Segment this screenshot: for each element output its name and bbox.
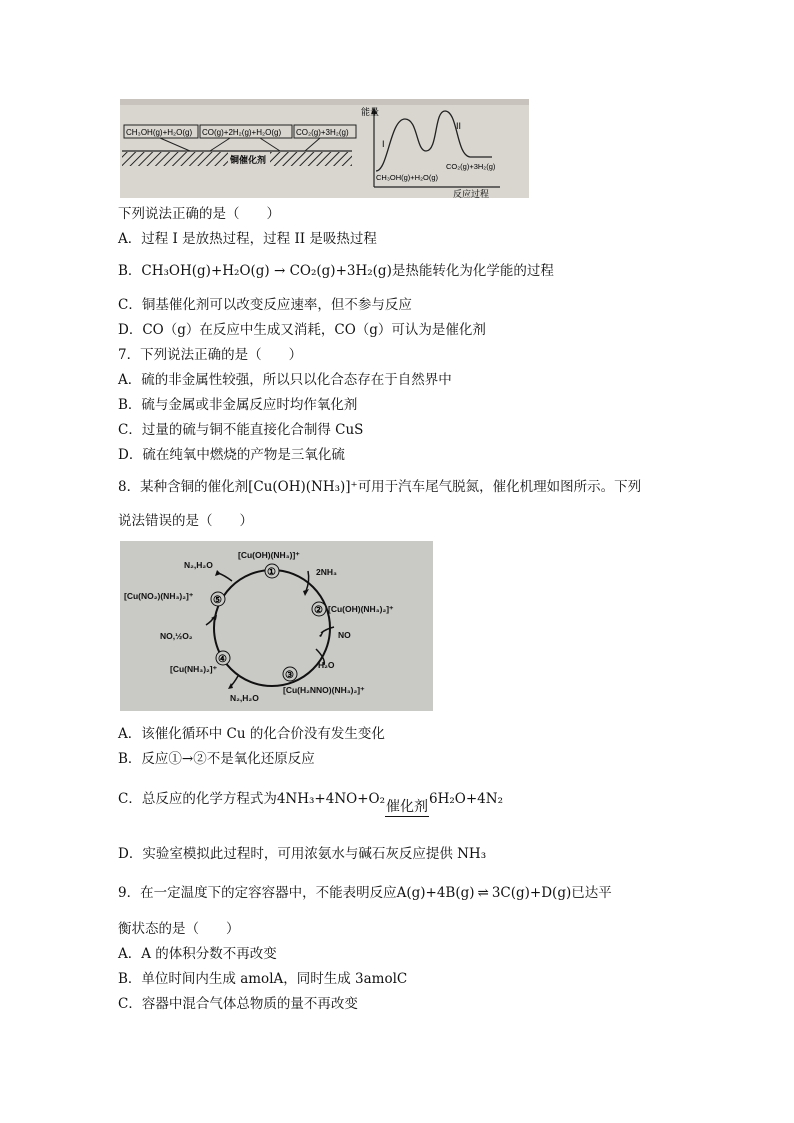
input-no-o2: NO,½O₂	[160, 631, 193, 641]
input-nh3: 2NH₃	[316, 567, 337, 577]
q7-option-b: B．硫与金属或非金属反应时均作氧化剂	[118, 397, 358, 413]
q8-stem-part2: 可用于汽车尾气脱氮，催化机理如图所示。下列	[357, 479, 642, 495]
q6-option-b-suffix: 是热能转化为化学能的过程	[391, 263, 554, 279]
q8-option-c-right: 6H₂O+4N₂	[429, 791, 503, 807]
output-h2o: H₂O	[318, 660, 335, 670]
output-n2-h2o-bottom: N₂,H₂O	[230, 693, 259, 703]
q8-option-c	[118, 790, 503, 817]
q9-stem-part1: 9．在一定温度下的定容容器中，不能表明反应	[118, 885, 397, 901]
q9-option-c: C．容器中混合气体总物质的量不再改变	[118, 996, 358, 1012]
q8-option-a: A．该催化循环中 Cu 的化合价没有发生变化	[118, 726, 385, 742]
peak1-label: I	[382, 139, 385, 149]
box1-label: CH₃OH(g)+H₂O(g)	[126, 128, 193, 137]
input-no: NO	[338, 630, 351, 640]
q8-stem-line2: 说法错误的是（ ）	[118, 513, 253, 529]
end-state-label: CO₂(g)+3H₂(g)	[446, 162, 496, 171]
catalytic-cycle-svg	[120, 541, 433, 711]
species-4: [Cu(NH₃)₂]⁺	[170, 664, 218, 674]
q9-stem-line2: 衡状态的是（ ）	[118, 921, 240, 937]
catalyst-label: 铜催化剂	[230, 155, 267, 165]
q6-option-b-equation: CH₃OH(g)+H₂O(g) → CO₂(g)+3H₂(g)	[141, 263, 392, 279]
species-1: [Cu(OH)(NH₃)]⁺	[238, 550, 300, 560]
q6-option-b	[118, 262, 554, 280]
output-n2-h2o-top: N₂,H₂O	[184, 560, 213, 570]
y-axis-label: 能量	[361, 107, 380, 117]
q9-stem	[118, 884, 612, 902]
peak2-label: II	[456, 121, 462, 131]
energy-diagram-svg	[120, 99, 529, 198]
q6-stem: 下列说法正确的是（ ）	[118, 206, 280, 222]
q9-stem-part2: 已达平	[571, 885, 612, 901]
q9-option-b: B．单位时间内生成 amolA，同时生成 3amolC	[118, 971, 408, 987]
catalytic-cycle-figure	[120, 541, 433, 711]
q8-option-b: B．反应①→②不是氧化还原反应	[118, 751, 315, 767]
q9-equation-right: 3C(g)+D(g)	[491, 885, 572, 901]
q7-option-a: A．硫的非金属性较强，所以只以化合态存在于自然界中	[118, 372, 452, 388]
node-4: ④	[218, 654, 227, 665]
q9-equilibrium-arrow: ⇌	[477, 885, 489, 901]
species-2: [Cu(OH)(NH₃)₂]⁺	[328, 604, 394, 614]
q9-equation-left: A(g)+4B(g)	[396, 885, 475, 901]
q7-option-c: C．过量的硫与铜不能直接化合制得 CuS	[118, 422, 364, 438]
q8-option-c-prefix: C．总反应的化学方程式为	[118, 791, 277, 807]
q8-option-c-condition-arrow	[385, 798, 429, 817]
start-state-label: CH₃OH(g)+H₂O(g)	[376, 173, 439, 182]
q6-option-d: D．CO（g）在反应中生成又消耗，CO（g）可认为是催化剂	[118, 322, 486, 338]
box3-label: CO₂(g)+3H₂(g)	[296, 128, 349, 137]
node-3: ③	[285, 670, 294, 681]
q7-option-d: D．硫在纯氧中燃烧的产物是三氧化硫	[118, 447, 345, 463]
q8-option-c-condition: 催化剂	[386, 799, 429, 815]
species-3: [Cu(H₂NNO)(NH₃)₂]⁺	[283, 685, 365, 695]
node-1: ①	[267, 567, 276, 578]
box2-label: CO(g)+2H₂(g)+H₂O(g)	[202, 128, 282, 137]
q8-stem-formula: [Cu(OH)(NH₃)]⁺	[248, 479, 358, 495]
q8-option-c-left: 4NH₃+4NO+O₂	[276, 791, 386, 807]
q7-stem: 7．下列说法正确的是（ ）	[118, 347, 303, 363]
q8-option-d: D．实验室模拟此过程时，可用浓氨水与碱石灰反应提供 NH₃	[118, 846, 487, 862]
q8-stem	[118, 478, 641, 496]
x-axis-label: 反应过程	[453, 189, 490, 198]
q6-option-b-prefix: B．	[118, 263, 142, 279]
energy-diagram-figure	[120, 99, 529, 198]
node-2: ②	[314, 605, 323, 616]
node-5: ⑤	[213, 595, 222, 606]
q8-stem-part1: 8．某种含铜的催化剂	[118, 479, 249, 495]
q9-option-a: A．A 的体积分数不再改变	[118, 946, 277, 962]
species-5: [Cu(NO₂)(NH₃)₂]⁺	[124, 591, 194, 601]
q6-option-c: C．铜基催化剂可以改变反应速率，但不参与反应	[118, 297, 412, 313]
q6-option-a: A．过程 I 是放热过程，过程 II 是吸热过程	[118, 231, 377, 247]
